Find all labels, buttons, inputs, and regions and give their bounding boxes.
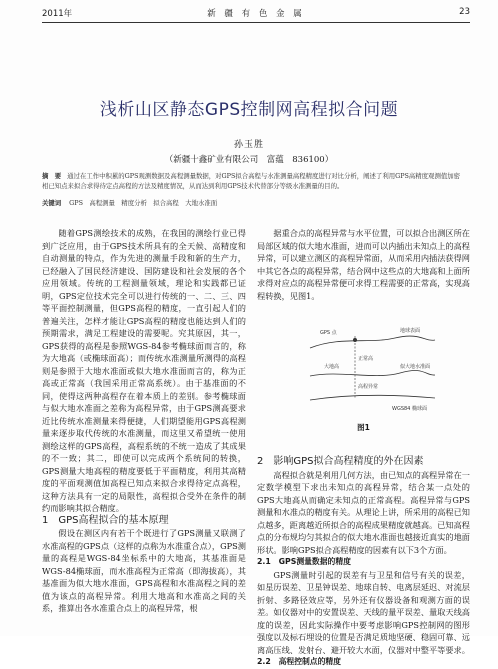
body-paragraph: 随着GPS测绘技术的成熟，在我国的测绘行业已得到广泛应用，由于GPS技术所具有的全天候、高精度和自动测量的特点，作为先进的测量手段和新的生产力，已经融入了国民经济建设、国防建设和社会发展的各个应用领域。传统的工程测量领域，理论和实践都已证明，GPS定位技术完全可以进行传统的一、二、三、四等平面控制测量，但GPS高程的精度，一直引起人们的普遍关注，怎样才能让GPS高程的精度也能达到人们的预期需求，满足工程建设的需要呢。究其原因，其一，GPS获得的高程是参照WGS-84参考椭球面而言的，称为大地高（或椭球面高）；而传统水准测量所测得的高程则是参照于大地水准面或似大地水准面而言的，称为正高或正常高（我国采用正常高系统）。由于基准面的不同，使得这两种高程存在着本质上的差别。参考椭球面与似大地水准面之差称为高程异常，由于GPS测高要求近比传统水准测量来得便捷，人们期望能用GPS高程测量来逐步取代传统的水准测量，而这里又希望统一使用测绘这样的GPS高程，高程系统的不统一造成了其成果的不一致；其二，即使可以完成两个系统间的转换，GPS测量大地高程的精度要低于平面精度，利用其高精度的平面观测值加高程已知点来拟合求得待定点高程，这种方法具有一定的局限性，高程拟合受外在条件的制约而影响其拟合精度。 [42, 228, 246, 513]
earth-surface-curve [310, 336, 435, 348]
label-ellipsoidal-height: 大地高 [324, 364, 340, 370]
body-paragraph: 假设在测区内有若干个既进行了GPS测量又联测了水准高程的GPS点（这样的点称为水准重合点），GPS测量的高程是WGS-84坐标系中的大地高，其基准面是WGS-84椭球面，而水准高程为正常高（即海拔高），其基准面为似大地水准面，GPS高程和水准高程之间的差值为该点的高程异常。利用大地高和水准高之间的关系，推算出各水准重合点上的高程异常，根 [42, 528, 246, 613]
body-paragraph: GPS测量时引起的误差有与卫星和信号有关的误差，如星历误差、卫星钟误差、地球自转、电离层延迟、对流层折射、多路径效应等，另外还有仪器设备和观测方面的误差。如仪器对中的安置误差、天线的量平误差、量取天线高度的误差，因此实际操作中要考虑影响GPS控制网的图形强度以及标石埋设的位置是否满足质地坚硬、稳固可靠、远离高压线、发射台、避开较大水面，仪器对中整平等要求。 [257, 569, 470, 655]
abstract [42, 171, 466, 191]
body-paragraph: 高程拟合就是利用几何方法，由已知点的高程异常在一定数学模型下求出未知点的高程异常，结合某一点处的GPS大地高从而确定未知点的正常高程。高程异常与GPS测量和水准点的精度有关。从理论上讲，所采用的高程已知点越多，距离越近所拟合的高程成果精度就越高。已知高程点的分布规均匀其拟合的似大地水准面也越接近真实的地面形状。影响GPS拟合高程精度的因素有以下3个方面。 [257, 469, 470, 555]
article-title: 浅析山区静态GPS控制网高程拟合问题 [99, 100, 399, 120]
keywords [42, 198, 466, 207]
label-earth-surface: 地球表面 [400, 328, 421, 334]
subsection-heading: 2.2 高程控制点的精度 [257, 657, 341, 666]
header-year: 2011年 [42, 9, 73, 19]
ellipsoid-curve [310, 395, 435, 400]
figure-caption: 图1 [357, 423, 370, 432]
running-header [42, 7, 470, 21]
abstract-label: 摘 要 [42, 172, 62, 180]
keywords-label: 关键词 [42, 199, 62, 207]
header-page-number: 23 [459, 7, 470, 17]
label-height-anomaly: 高程异常 [358, 384, 379, 390]
subsection-heading: 2.1 GPS测量数据的精度 [257, 557, 351, 566]
affiliation: （新疆十鑫矿业有限公司 富蕴 836100） [164, 155, 334, 165]
label-gps-point: GPS 点 [320, 330, 337, 336]
section-heading: 2 影响GPS拟合高程精度的外在因素 [257, 456, 424, 467]
label-ellipsoid: WGS84 椭球面 [392, 406, 427, 412]
label-normal-height: 正常高 [358, 356, 374, 362]
header-journal-name: 新 疆 有 色 金 属 [207, 9, 305, 19]
section-heading: 1 GPS高程拟合的基本原理 [42, 514, 169, 526]
author: 孙玉胜 [233, 140, 264, 150]
abstract-text: 通过在工作中积累的GPS观测数据及高程测量数据，对GPS拟合高程与水准测量高程精度进行对比分析，阐述了利用GPS高精度观测值加密相已知点来拟合求得待定点高程的方法及精度情况，从而达到利用GPS技术代替部分等级水准测量的目的。 [42, 172, 461, 190]
body-paragraph: 据重合点的高程异常与水平位置，可以拟合出测区所在局部区域的似大地水准面，进而可以内插出未知点上的高程异常，可以建立测区的高程异常面，从而采用内插法获得网中其它各点的高程异常，结合网中这些点的大地高和上面所求得对应点的高程异常便可求得工程需要的正常高，实现高程转换，见图1。 [257, 228, 470, 301]
left-column [42, 227, 246, 615]
right-column-top [257, 227, 470, 302]
label-geoid: 似大地水准面 [400, 364, 431, 370]
right-column-bottom [257, 456, 470, 669]
figure-1-diagram [300, 318, 440, 418]
gps-point-marker [353, 338, 357, 342]
header-rule [42, 22, 470, 23]
keywords-text: GPS 高程测量 精度分析 拟合高程 大地水准面 [69, 199, 218, 207]
geoid-curve [310, 370, 435, 376]
